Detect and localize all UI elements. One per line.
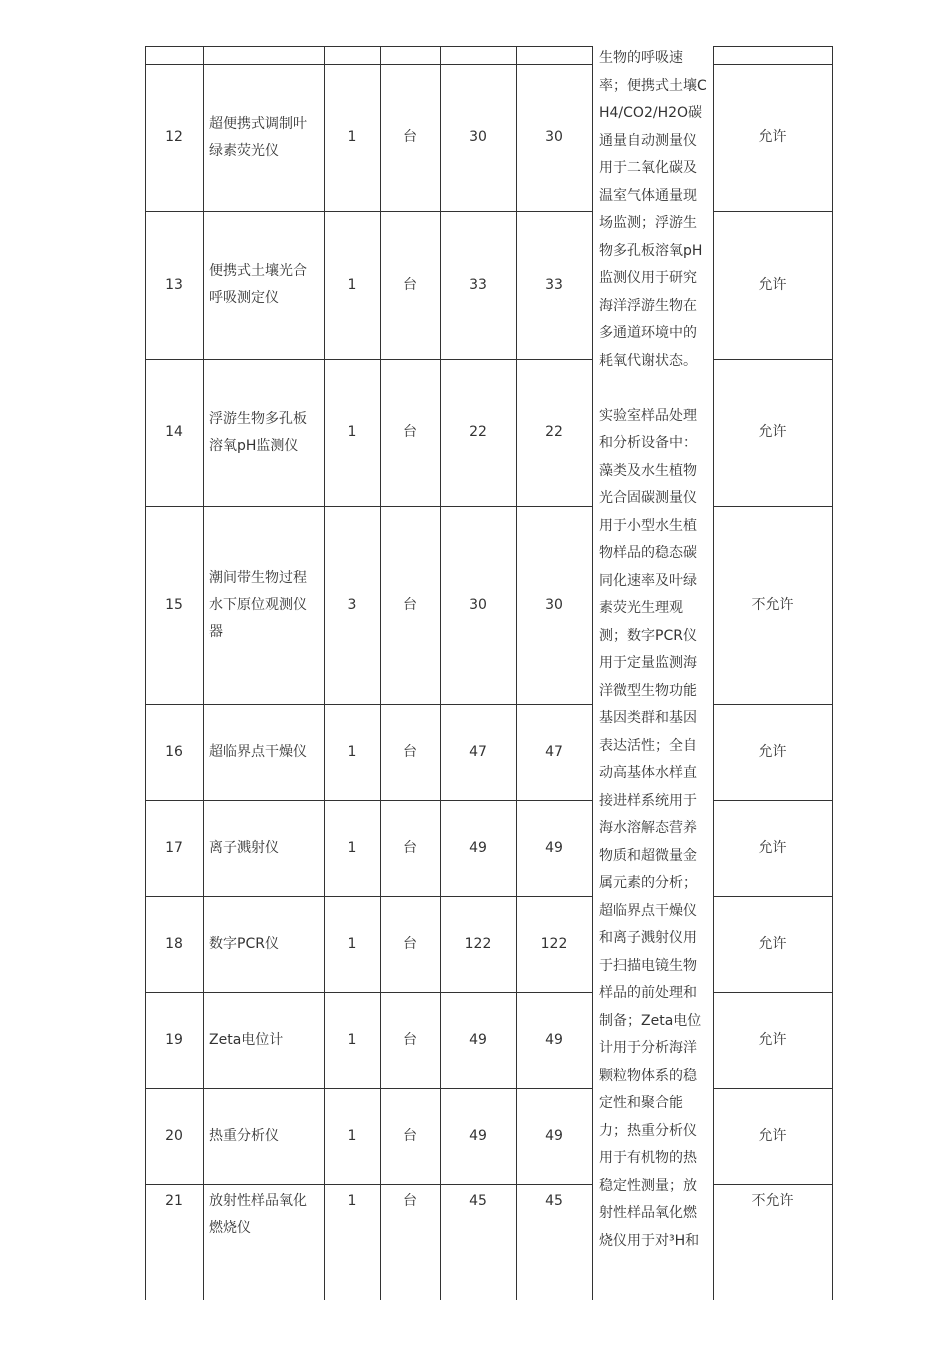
equipment-name: 热重分析仪 [209,1127,279,1144]
cell-price: 33 [469,276,487,293]
cell-total: 49 [545,1031,563,1048]
cell-price: 30 [469,596,487,613]
cell-name [203,1184,324,1300]
cell-no: 19 [165,1031,183,1048]
cell-import: 不允许 [751,1193,794,1209]
equipment-name: 数字PCR仪 [209,935,279,952]
equipment-name: 放射性样品氧化燃烧仪 [209,1193,307,1236]
cell-unit: 台 [403,424,417,440]
cell-total: 30 [545,596,563,613]
cell-total: 30 [545,129,563,145]
cell-total: 45 [545,1193,563,1209]
cell-qty: 1 [347,1127,357,1144]
cell-import: 允许 [758,276,787,293]
cell-import: 允许 [758,424,787,440]
cell-no: 20 [165,1127,183,1144]
cell-price: 49 [469,1127,487,1144]
cell-no: 21 [165,1193,183,1209]
cell-no: 16 [165,743,183,760]
equipment-name: 超临界点干燥仪 [209,743,307,760]
cell-qty: 1 [347,276,357,293]
cell-total: 49 [545,1127,563,1144]
cell-qty: 1 [347,935,357,952]
cell-name [203,800,324,896]
equipment-name: 浮游生物多孔板溶氧pH监测仪 [209,410,307,454]
cell-import: 允许 [758,743,787,760]
cell-qty: 1 [347,743,357,760]
equipment-name: 离子溅射仪 [209,839,279,856]
equipment-name: 便携式土壤光合呼吸测定仪 [209,263,307,306]
cell-import: 允许 [758,839,787,856]
cell-import: 允许 [758,935,787,952]
table-top-border [713,46,832,47]
cell-total: 49 [545,839,563,856]
cell-qty: 1 [347,1193,357,1209]
cell-unit: 台 [403,743,417,760]
description-cell: 生物的呼吸速率；便携式土壤CH4/CO2/H2O碳通量自动测量仪用于二氧化碳及温室气体通量现场监测；浮游生物多孔板溶氧pH监测仪用于研究海洋浮游生物在多通道环境中的耗氧代谢状态。 实验室样品处理和分析设备中：藻类及水生植物光合固碳测量仪用于小型水生植物样品的稳态碳同化速率及叶绿素荧光生理观测；数字PCR仪用于定量监测海洋微型生物功能基因类群和基因表达活性；全自动高基体水样直接进样系统用于海水溶解态营养物质和超微量金属元素的分析；超临界点干燥仪和离子溅射仪用于扫描电镜生物样品的前处理和制备；Zeta电位计用于分析海洋颗粒物体系的稳定性和聚合能力；热重分析仪用于有机物的热稳定性测量；放射性样品氧化燃烧仪用于对³H和 [599,50,707,1249]
cell-no: 15 [165,596,183,613]
table-top-border [145,46,592,47]
cell-unit: 台 [403,839,417,856]
cell-price: 122 [464,935,492,952]
cell-price: 45 [469,1193,487,1209]
cell-import: 允许 [758,1127,787,1144]
cell-import: 允许 [758,1031,787,1048]
cell-qty: 3 [347,596,357,613]
cell-qty: 1 [347,1031,357,1048]
cell-name [203,211,324,359]
cell-qty: 1 [347,424,357,440]
equipment-name: 超便携式调制叶绿素荧光仪 [209,115,307,159]
cell-unit: 台 [403,276,417,293]
cell-unit: 台 [403,1193,417,1209]
cell-unit: 台 [403,935,417,952]
cell-qty: 1 [347,129,357,145]
cell-total: 33 [545,276,563,293]
col-border [832,46,833,1300]
cell-no: 13 [165,276,183,293]
cell-name [203,506,324,704]
cell-no: 18 [165,935,183,952]
col-border [592,46,593,1300]
cell-unit: 台 [403,596,417,613]
cell-price: 49 [469,1031,487,1048]
cell-price: 30 [469,129,487,145]
cell-total: 47 [545,743,563,760]
cell-qty: 1 [347,839,357,856]
cell-no: 12 [165,129,183,145]
equipment-name: Zeta电位计 [209,1031,284,1048]
cell-name [203,992,324,1088]
cell-unit: 台 [403,129,417,145]
cell-total: 22 [545,424,563,440]
cell-import: 允许 [758,129,787,145]
cell-name [203,1088,324,1184]
cell-no: 17 [165,839,183,856]
cell-name [203,359,324,506]
cell-price: 49 [469,839,487,856]
cell-no: 14 [165,424,183,440]
cell-name [203,64,324,211]
cell-name [203,896,324,992]
equipment-name: 潮间带生物过程水下原位观测仪器 [209,569,307,640]
cell-name [203,704,324,800]
cell-unit: 台 [403,1127,417,1144]
cell-unit: 台 [403,1031,417,1048]
cell-price: 22 [469,424,487,440]
cell-import: 不允许 [751,596,794,613]
cell-total: 122 [540,935,568,952]
cell-price: 47 [469,743,487,760]
